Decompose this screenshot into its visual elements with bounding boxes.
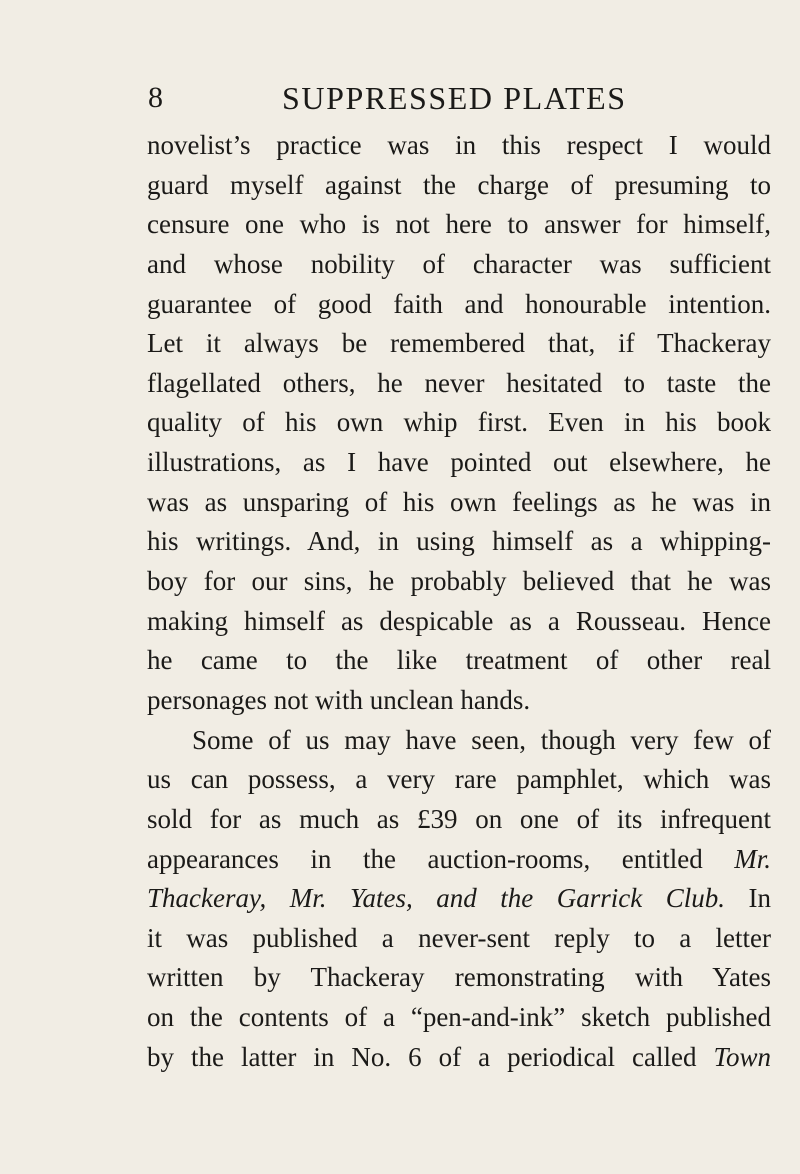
running-head: SUPPRESSED PLATES bbox=[282, 80, 627, 116]
text-line: written by Thackeray remonstrating with Yates bbox=[147, 962, 771, 993]
text-line: us can possess, a very rare pamphlet, which was bbox=[147, 764, 771, 795]
text-line: flagellated others, he never hesitated to taste the bbox=[147, 367, 771, 398]
text-line: on the contents of a “pen-and-ink” sketch published bbox=[147, 1002, 771, 1033]
page-header bbox=[0, 78, 800, 118]
text-line: his writings. And, in using himself as a whipping- bbox=[147, 526, 771, 557]
paragraph-start-line: Some of us may have seen, though very few of bbox=[192, 724, 771, 755]
paragraph-end-line: personages not with unclean hands. bbox=[147, 684, 531, 715]
italic-text: Town bbox=[713, 1041, 771, 1072]
text-line: and whose nobility of character was sufficient bbox=[147, 248, 771, 279]
body-text bbox=[147, 126, 771, 1077]
text-line: sold for as much as £39 on one of its infrequent bbox=[147, 803, 771, 834]
text-line bbox=[147, 840, 771, 880]
text-segment: appearances in the auction-rooms, entitled bbox=[147, 843, 703, 874]
text-line: novelist’s practice was in this respect I would bbox=[147, 130, 771, 160]
pamphlet-title: Thackeray, Mr. Yates, and the Garrick Club. bbox=[147, 883, 725, 914]
text-line: he came to the like treatment of other real bbox=[147, 645, 771, 676]
text-line: it was published a never-sent reply to a letter bbox=[147, 922, 771, 953]
text-line: censure one who is not here to answer for himself, bbox=[147, 209, 771, 240]
text-line: boy for our sins, he probably believed that he was bbox=[147, 566, 771, 597]
text-line: was as unsparing of his own feelings as he was in bbox=[147, 486, 771, 517]
page-number: 8 bbox=[148, 81, 163, 114]
italic-text: Mr. bbox=[734, 843, 771, 874]
text-segment: by the latter in No. 6 of a periodical called bbox=[147, 1041, 714, 1072]
text-line bbox=[147, 879, 771, 919]
text-line bbox=[147, 1038, 771, 1078]
text-line: illustrations, as I have pointed out elsewhere, he bbox=[147, 447, 771, 478]
text-segment: In bbox=[725, 883, 771, 914]
text-line: guard myself against the charge of presuming to bbox=[147, 169, 771, 200]
text-line: Let it always be remembered that, if Thackeray bbox=[147, 328, 771, 359]
text-line: quality of his own whip first. Even in his book bbox=[147, 407, 771, 438]
text-line: guarantee of good faith and honourable intention. bbox=[147, 288, 771, 319]
text-line: making himself as despicable as a Rousseau. Hence bbox=[147, 605, 771, 636]
